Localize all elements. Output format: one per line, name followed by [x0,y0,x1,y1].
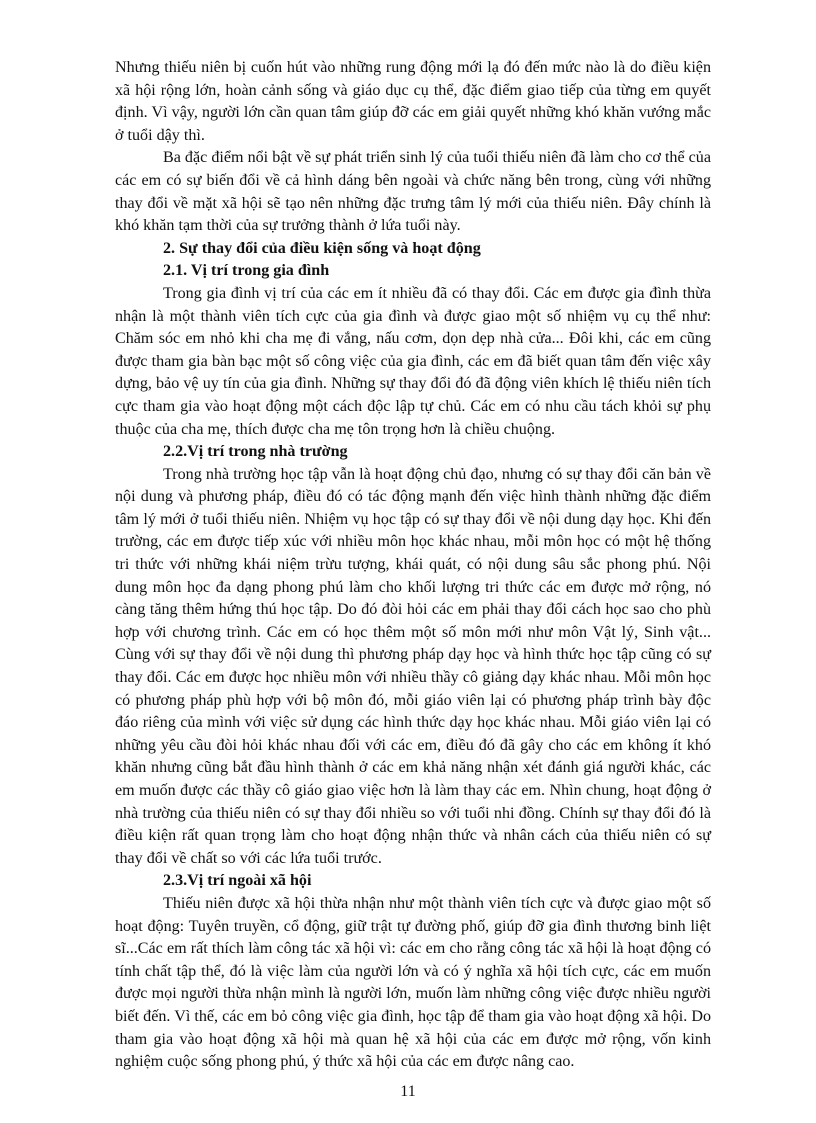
paragraph: Trong nhà trường học tập vẫn là hoạt động chủ đạo, nhưng có sự thay đổi căn bản về nội dung và phương pháp, điều đó có tác động mạnh đến việc hình thành những đặc điểm tâm lý mới ở tuổi thiếu niên. Nhiệm vụ học tập có sự thay đổi về nội dung dạy học. Khi đến trường, các em được tiếp xúc với nhiều môn học khác nhau, mỗi môn học có một hệ thống tri thức với những khái niệm trừu tượng, khái quát, có nội dung sâu sắc phong phú. Nội dung môn học đa dạng phong phú làm cho khối lượng tri thức các em được mở rộng, nó càng tăng thêm hứng thú học tập. Do đó đòi hỏi các em phải thay đổi cách học sao cho phù hợp với chương trình. Các em có học thêm một số môn mới như môn Vật lý, Sinh vật... Cùng với sự thay đổi về nội dung thì phương pháp dạy học và hình thức học tập cũng có sự thay đổi. Các em được học nhiều môn với nhiều thầy cô giảng dạy khác nhau. Mỗi môn học có phương pháp phù hợp với bộ môn đó, mỗi giáo viên lại có phương pháp trình bày độc đáo riêng của mình với việc sử dụng các hình thức dạy học khác nhau. Mỗi giáo viên lại có những yêu cầu đòi hỏi khác nhau đối với các em, điều đó đã gây cho các em không ít khó khăn nhưng cũng bắt đầu hình thành ở các em khả năng nhận xét đánh giá người khác, các em muốn được các thầy cô giáo giao việc hơn là làm thay các em. Nhìn chung, hoạt động ở nhà trường của thiếu niên có sự thay đổi nhiều so với tuổi nhi đồng. Chính sự thay đổi đó là điều kiện rất quan trọng làm cho hoạt động nhận thức và nhân cách của thiếu niên có sự thay đổi về chất so với các lứa tuổi trước. [115,465,711,867]
paragraph: Nhưng thiếu niên bị cuốn hút vào những rung động mới lạ đó đến mức nào là do điều kiện xã hội rộng lớn, hoàn cảnh sống và giáo dục cụ thể, đặc điểm giao tiếp của từng em quyết định. Vì vậy, người lớn cần quan tâm giúp đỡ các em giải quyết những khó khăn vướng mắc ở tuổi dậy thì. [115,59,711,144]
document-body [115,57,711,1074]
section-heading: 2. Sự thay đổi của điều kiện sống và hoạt động [163,239,481,257]
paragraph: Ba đặc điểm nổi bật về sự phát triển sinh lý của tuổi thiếu niên đã làm cho cơ thể của các em có sự biến đổi về cả hình dáng bên ngoài và chức năng bên trong, cùng với những thay đổi về mặt xã hội sẽ tạo nên những đặc trưng tâm lý mới của thiếu niên. Đây chính là khó khăn tạm thời của sự trưởng thành ở lứa tuổi này. [115,149,711,235]
paragraph: Thiếu niên được xã hội thừa nhận như một thành viên tích cực và được giao một số hoạt động: Tuyên truyền, cổ động, giữ trật tự đường phố, giúp đỡ gia đình thương binh liệt sĩ...Các em rất thích làm công tác xã hội vì: các em cho rằng công tác xã hội là hoạt động có tính chất tập thể, đó là việc làm của người lớn và có ý nghĩa xã hội tích cực, các em muốn được mọi người thừa nhận mình là người lớn, muốn làm những công việc được nhiều người biết đến. Vì thế, các em bỏ công việc gia đình, học tập để tham gia vào hoạt động xã hội. Do tham gia vào hoạt động xã hội mà quan hệ xã hội của các em được mở rộng, vốn kinh nghiệm cuộc sống phong phú, ý thức xã hội của các em được nâng cao. [115,894,711,1071]
subsection-heading: 2.3.Vị trí ngoài xã hội [163,872,312,890]
subsection-heading: 2.2.Vị trí trong nhà trường [163,443,348,461]
page-number: 11 [400,1083,416,1100]
paragraph: Trong gia đình vị trí của các em ít nhiều đã có thay đổi. Các em được gia đình thừa nhận là một thành viên tích cực của gia đình và được giao một số nhiệm vụ cụ thể như: Chăm sóc em nhỏ khi cha mẹ đi vắng, nấu cơm, dọn dẹp nhà cửa... Đôi khi, các em cũng được tham gia bàn bạc một số công việc của gia đình, các em đã biết quan tâm đến việc xây dựng, bảo vệ uy tín của gia đình. Những sự thay đổi đó đã động viên khích lệ thiếu niên tích cực tham gia vào hoạt động một cách độc lập tự chủ. Các em có nhu cầu tách khỏi sự phụ thuộc của cha mẹ, thích được cha mẹ tôn trọng hơn là chiều chuộng. [115,284,711,438]
subsection-heading: 2.1. Vị trí trong gia đình [163,262,330,280]
